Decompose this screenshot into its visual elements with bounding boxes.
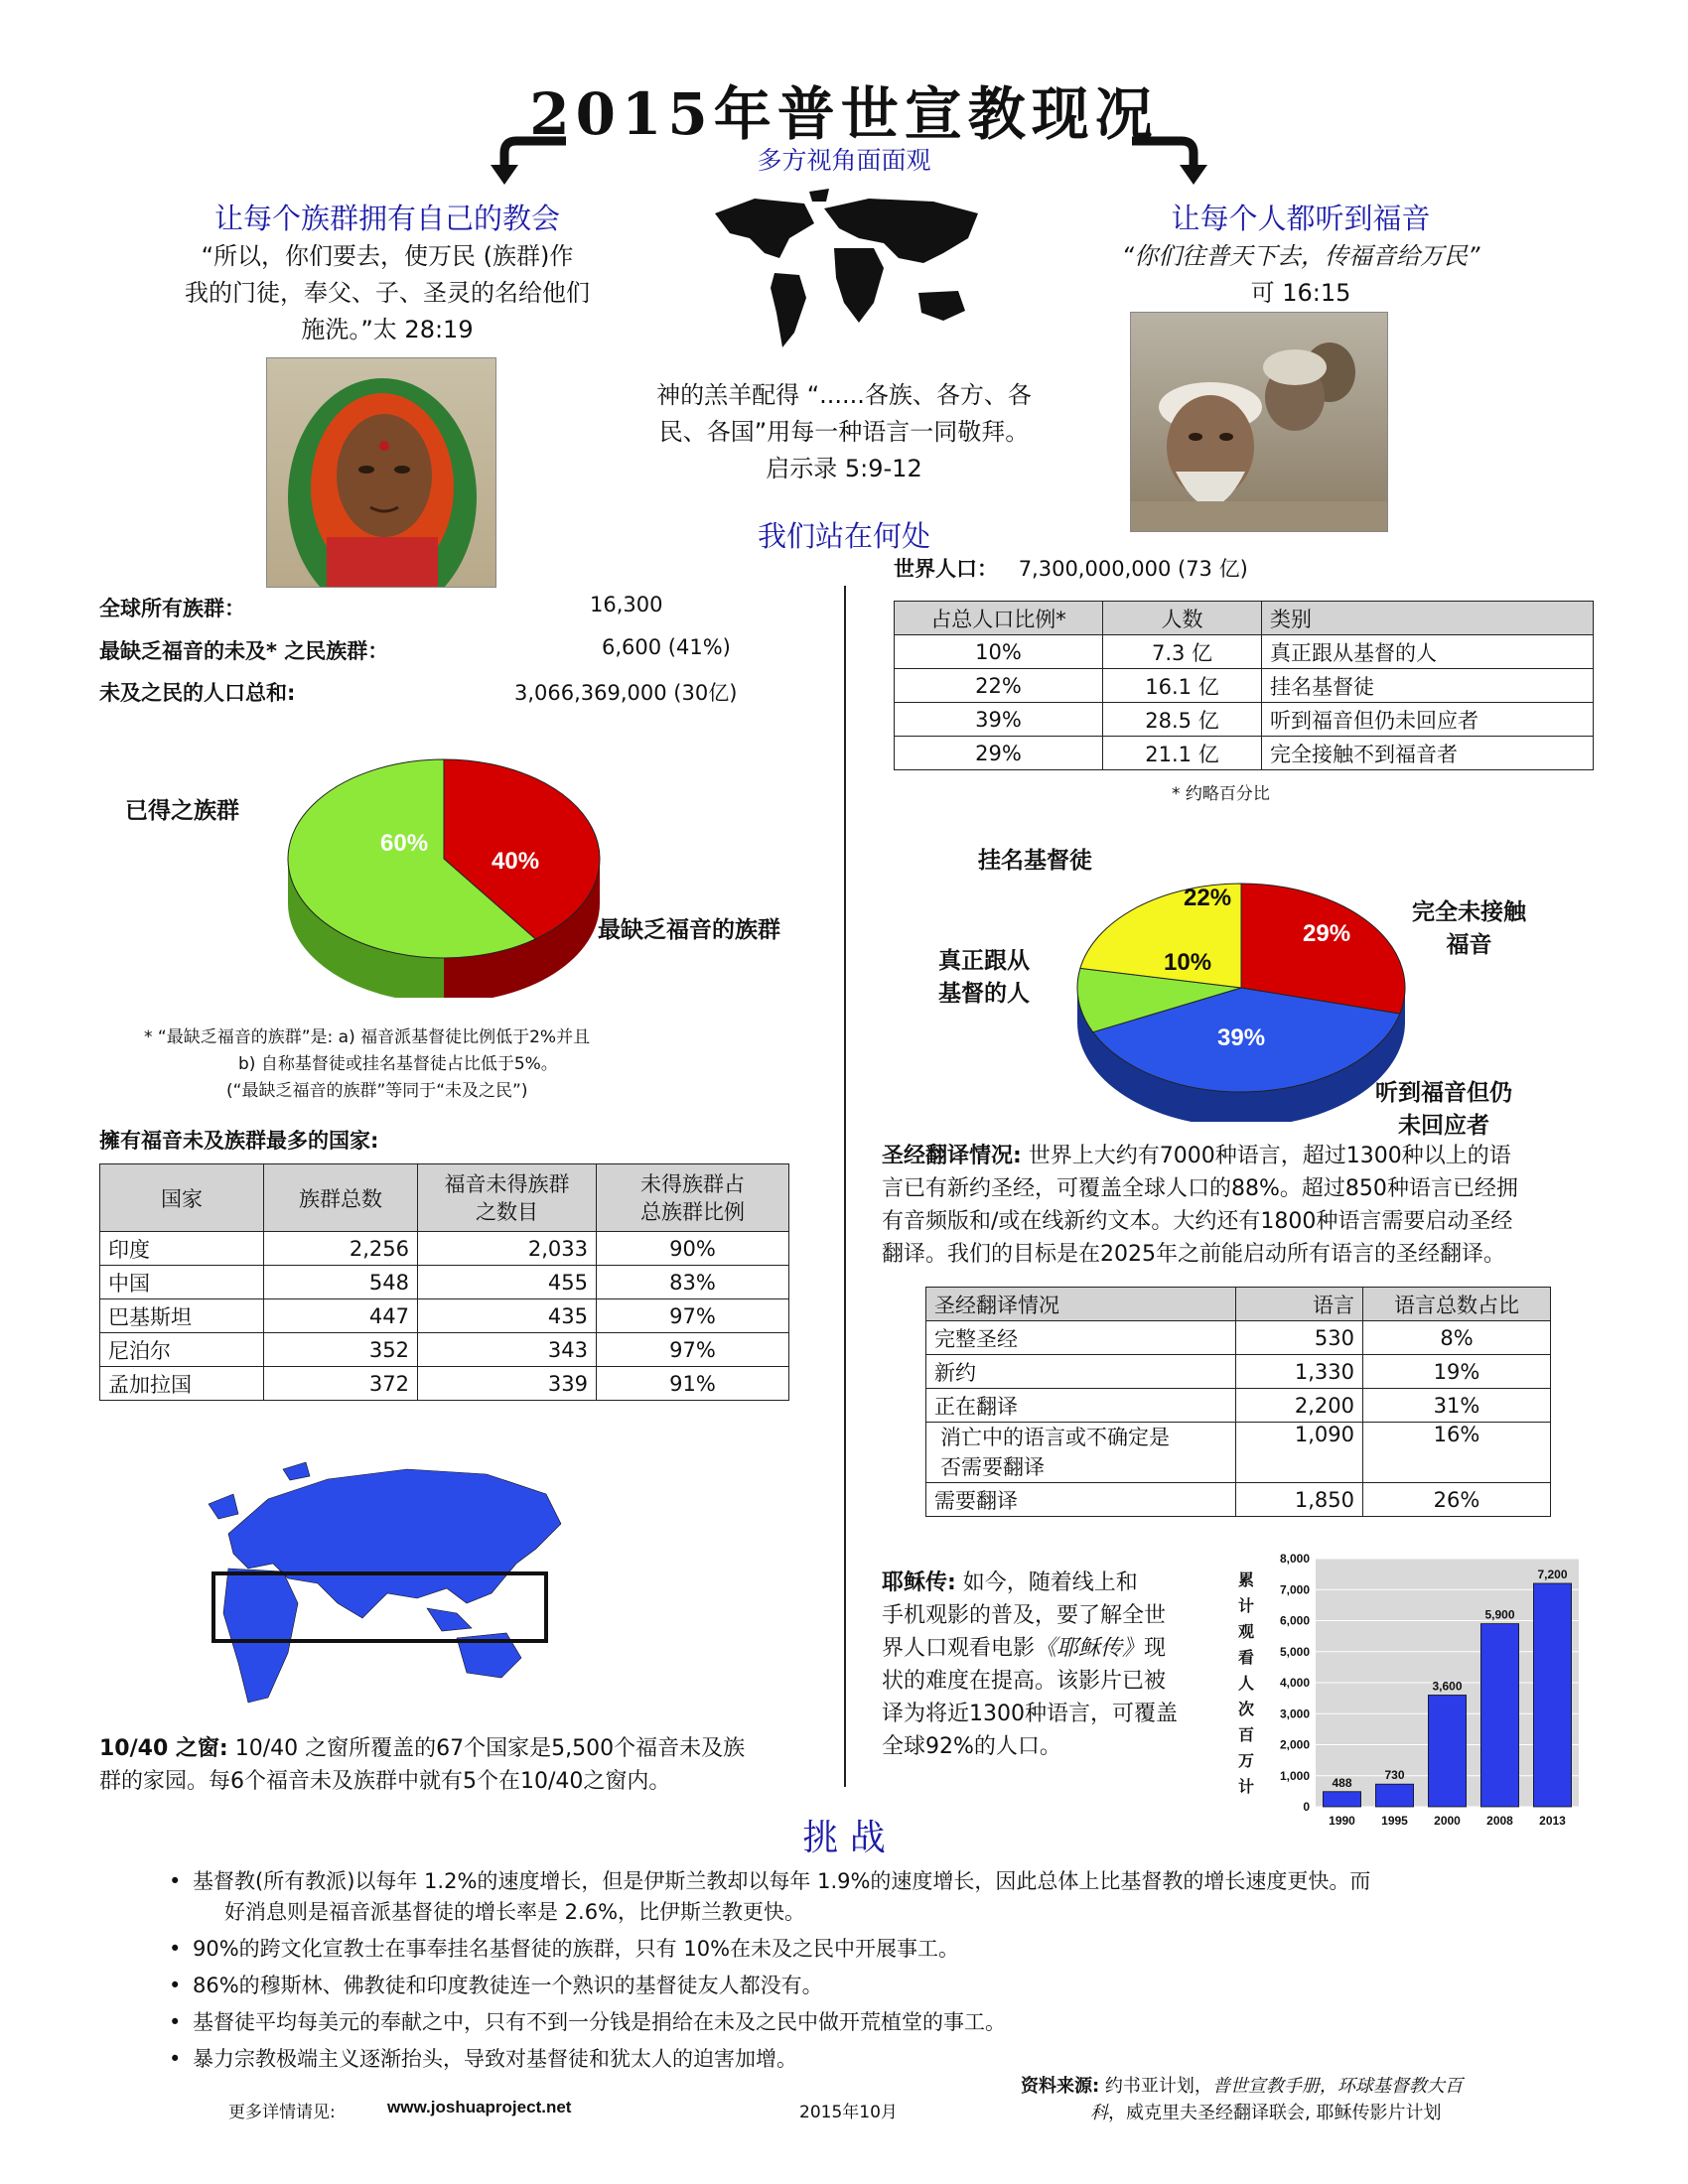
bar-chart-ylabel-char: 累 (1238, 1570, 1255, 1589)
country-row-cell: 2,033 (418, 1232, 597, 1266)
population-table (894, 601, 1594, 770)
population-row-cell: 7.3 亿 (1103, 635, 1262, 669)
right-verse: “你们往普天下去，传福音给万民” 可 16:15 (1121, 242, 1480, 307)
country-row-cell: 孟加拉国 (100, 1367, 264, 1401)
bar-chart-ylabel-char: 万 (1238, 1751, 1255, 1770)
bar-chart-x-tick: 2000 (1434, 1814, 1461, 1828)
bible-row-cell: 2,200 (1236, 1389, 1363, 1423)
bar-chart-x-tick: 1995 (1381, 1814, 1408, 1828)
stat-label-all-peoples: 全球所有族群： (99, 597, 245, 620)
bar-chart-bar (1375, 1784, 1413, 1807)
bar-chart-ylabel-char: 观 (1238, 1622, 1255, 1641)
bar-chart-value-label: 5,900 (1484, 1607, 1515, 1622)
pie-chart-peoples (283, 730, 606, 998)
pie1-label-unreached: 最缺乏福音的族群 (598, 917, 780, 943)
world-map-icon (695, 184, 993, 357)
footer-sources: 资料来源: 约书亚计划，普世宣教手册，环球基督教大百 科，威克里夫圣经翻译联会, 耶稣传影片计划 (1021, 2076, 1463, 2123)
bar-chart-y-tick: 2,000 (1279, 1737, 1310, 1752)
country-row (100, 1333, 789, 1367)
country-row-cell: 印度 (100, 1232, 264, 1266)
country-row (100, 1232, 789, 1266)
bible-row-cell: 8% (1363, 1321, 1551, 1355)
pie2-pct-nominal: 22% (1184, 885, 1232, 911)
country-row-cell: 巴基斯坦 (100, 1299, 264, 1333)
country-row-cell: 中国 (100, 1266, 264, 1299)
footnote-line1: * “最缺乏福音的族群”是: a) 福音派基督徒比例低于2%并且 (144, 1027, 591, 1047)
right-heading: 让每个人都听到福音 (1171, 202, 1431, 235)
pie1-pct-reached: 60% (380, 830, 429, 857)
population-row-cell: 16.1 亿 (1103, 669, 1262, 703)
bar-chart-x-tick: 1990 (1329, 1814, 1355, 1828)
woman-photo (266, 357, 496, 588)
bible-table (925, 1287, 1551, 1517)
population-row-cell: 听到福音但仍未回应者 (1262, 703, 1594, 737)
bar-chart-x-tick: 2008 (1486, 1814, 1513, 1828)
stat-label-population: 未及之民的人口总和: (99, 681, 296, 705)
curved-arrow-right-icon (1122, 129, 1211, 189)
crowd-photo (1130, 312, 1388, 532)
pop-th-category: 类别 (1262, 602, 1594, 635)
bar-chart-bar (1480, 1624, 1518, 1807)
footer-url-link[interactable]: www.joshuaproject.net (387, 2098, 572, 2116)
pie2-label-nominal: 挂名基督徒 (978, 848, 1092, 874)
stat-value-unreached: 6,600 (41%) (602, 635, 731, 659)
bar-chart-value-label: 3,600 (1432, 1679, 1463, 1694)
bible-th-status: 圣经翻译情况 (926, 1288, 1236, 1321)
population-row (895, 635, 1594, 669)
population-row-cell: 39% (895, 703, 1103, 737)
bar-chart-y-tick: 4,000 (1279, 1676, 1310, 1690)
country-row-cell: 97% (597, 1299, 789, 1333)
challenge-item: • 86%的穆斯林、佛教徒和印度教徒连一个熟识的基督徒友人都没有。 (169, 1971, 1579, 2001)
population-row-cell: 真正跟从基督的人 (1262, 635, 1594, 669)
population-row (895, 737, 1594, 770)
bar-chart-value-label: 730 (1384, 1768, 1405, 1783)
bible-row-cell: 需要翻译 (926, 1483, 1236, 1517)
country-row-cell: 97% (597, 1333, 789, 1367)
population-row-cell: 21.1 亿 (1103, 737, 1262, 770)
countries-th-unreached: 福音未得族群 之数目 (418, 1164, 597, 1232)
bible-row-cell: 530 (1236, 1321, 1363, 1355)
bible-row-cell: 19% (1363, 1355, 1551, 1389)
bible-row-cell: 消亡中的语言或不确定是 否需要翻译 (926, 1423, 1236, 1483)
countries-th-country: 国家 (100, 1164, 264, 1232)
country-row-cell: 455 (418, 1266, 597, 1299)
country-row-cell: 352 (264, 1333, 418, 1367)
countries-th-pct: 未得族群占 总族群比例 (597, 1164, 789, 1232)
footer-date: 2015年10月 (799, 2103, 898, 2122)
bar-chart-ylabel-char: 看 (1238, 1648, 1255, 1667)
countries-heading: 擁有福音未及族群最多的国家: (99, 1129, 379, 1153)
pie2-label-heard: 听到福音但仍 未回应者 (1375, 1080, 1512, 1139)
bible-row-cell: 1,090 (1236, 1423, 1363, 1483)
challenge-list (169, 1866, 1579, 2081)
bar-chart-ylabel-char: 计 (1238, 1777, 1255, 1796)
pie2-pct-true: 10% (1164, 949, 1212, 976)
bible-row-cell: 26% (1363, 1483, 1551, 1517)
bible-th-languages: 语言 (1236, 1288, 1363, 1321)
country-row-cell: 435 (418, 1299, 597, 1333)
bar-chart-bar (1323, 1792, 1360, 1807)
left-heading: 让每个族群拥有自己的教会 (213, 202, 560, 235)
curved-arrow-left-icon (487, 129, 576, 189)
country-row-cell: 2,256 (264, 1232, 418, 1266)
country-row (100, 1299, 789, 1333)
challenge-heading: 挑 战 (802, 1818, 886, 1858)
country-row-cell: 尼泊尔 (100, 1333, 264, 1367)
challenge-item: • 90%的跨文化宣教士在事奉挂名基督徒的族群，只有 10%在未及之民中开展事工。 (169, 1934, 1579, 1965)
bible-row (926, 1423, 1551, 1483)
challenge-item: • 暴力宗教极端主义逐渐抬头，导致对基督徒和犹太人的迫害加增。 (169, 2044, 1579, 2075)
center-heading: 我们站在何处 (757, 519, 930, 553)
center-verse: 神的羔羊配得 “......各族、各方、各 民、各国”用每一种语言一同敬拜。 启示录 5:9-12 (656, 381, 1032, 482)
population-row-cell: 10% (895, 635, 1103, 669)
bar-chart-y-tick: 7,000 (1279, 1582, 1310, 1597)
bible-row-cell: 31% (1363, 1389, 1551, 1423)
jesus-film-text: 耶稣传: 如今，随着线上和 手机观影的普及，要了解全世 界人口观看电影《耶稣传》现 状的难度在提高。该影片已被 译为将近1300种语言，可覆盖 全球92%的人口。 (882, 1570, 1178, 1759)
footnote-line2: b) 自称基督徒或挂名基督徒占比低于5%。 (238, 1054, 558, 1074)
challenge-item: 好消息则是福音派基督徒的增长率是 2.6%，比伊斯兰教更快。 (224, 1900, 806, 1924)
pie1-pct-unreached: 40% (492, 848, 540, 875)
population-row-cell: 28.5 亿 (1103, 703, 1262, 737)
stat-label-unreached: 最缺乏福音的未及* 之民族群： (99, 639, 389, 663)
page-subtitle: 多方视角面面观 (757, 146, 931, 175)
pie-chart-population (1072, 839, 1410, 1122)
bible-row-cell: 正在翻译 (926, 1389, 1236, 1423)
bible-row (926, 1355, 1551, 1389)
country-row-cell: 372 (264, 1367, 418, 1401)
pie2-pct-heard: 39% (1217, 1024, 1266, 1051)
bar-chart-ylabel-char: 次 (1238, 1700, 1255, 1718)
country-row-cell: 343 (418, 1333, 597, 1367)
bible-row-cell: 新约 (926, 1355, 1236, 1389)
country-row (100, 1367, 789, 1401)
bar-chart-y-tick: 5,000 (1279, 1644, 1310, 1659)
bar-chart-y-tick: 3,000 (1279, 1706, 1310, 1721)
bar-chart-x-tick: 2013 (1539, 1814, 1566, 1828)
country-row-cell: 91% (597, 1367, 789, 1401)
country-row (100, 1266, 789, 1299)
bible-row (926, 1389, 1551, 1423)
left-verse: “所以，你们要去，使万民 (族群)作 我的门徒，奉父、子、圣灵的名给他们 施洗。”太 28:19 (185, 242, 590, 343)
population-row-cell: 22% (895, 669, 1103, 703)
stat-value-all-peoples: 16,300 (590, 593, 663, 616)
bible-row (926, 1483, 1551, 1517)
footer-more-label: 更多详情请见: (228, 2103, 336, 2122)
bible-row-cell: 1,850 (1236, 1483, 1363, 1517)
bar-chart-value-label: 7,200 (1537, 1568, 1568, 1581)
bible-row-cell: 16% (1363, 1423, 1551, 1483)
countries-table (99, 1163, 789, 1401)
country-row-cell: 339 (418, 1367, 597, 1401)
footnote-line3: (“最缺乏福音的族群”等同于“未及之民”) (226, 1081, 528, 1101)
pie2-label-true: 真正跟从 基督的人 (938, 948, 1030, 1007)
population-row-cell: 29% (895, 737, 1103, 770)
bar-chart-y-tick: 0 (1303, 1800, 1310, 1814)
bible-translation-text: 圣经翻译情况: 世界上大约有7000种语言，超过1300种以上的语 言已有新约圣经，可覆盖全球人口的88%。超过850种语言已经拥 有音频版和/或在线新约文本。大约还有1800种语言需要启动圣经 翻译。我们的目标是在2025年之前能启动所有语言的圣经翻译。 (882, 1144, 1518, 1267)
population-row (895, 703, 1594, 737)
bar-chart-ylabel-char: 人 (1238, 1674, 1255, 1693)
country-row-cell: 83% (597, 1266, 789, 1299)
page-title: 2015年普世宣教现况 (529, 80, 1159, 148)
country-row-cell: 447 (264, 1299, 418, 1333)
challenge-item: • 基督徒平均每美元的奉献之中，只有不到一分钱是捐给在未及之民中做开荒植堂的事工。 (169, 2007, 1579, 2038)
population-row-cell: 挂名基督徒 (1262, 669, 1594, 703)
population-row-cell: 完全接触不到福音者 (1262, 737, 1594, 770)
challenge-item: • 基督教(所有教派)以每年 1.2%的速度增长，但是伊斯兰教却以每年 1.9%的速度增长，因此总体上比基督教的增长速度更快。而 (169, 1866, 1579, 1897)
country-row-cell: 90% (597, 1232, 789, 1266)
bar-chart-y-tick: 1,000 (1279, 1768, 1310, 1783)
pop-th-count: 人数 (1103, 602, 1262, 635)
population-row (895, 669, 1594, 703)
bar-chart-y-tick: 6,000 (1279, 1613, 1310, 1628)
10-40-window-map (189, 1454, 576, 1717)
countries-th-total: 族群总数 (264, 1164, 418, 1232)
bar-chart-ylabel-char: 计 (1238, 1596, 1255, 1615)
bar-chart-y-tick: 8,000 (1279, 1552, 1310, 1566)
pie2-pct-none: 29% (1303, 920, 1351, 947)
bible-row (926, 1321, 1551, 1355)
pie2-label-none: 完全未接触 福音 (1412, 899, 1526, 958)
window-1040-text: 10/40 之窗: 10/40 之窗所覆盖的67个国家是5,500个福音未及族 群的家园。每6个福音未及族群中就有5个在10/40之窗内。 (99, 1736, 746, 1794)
world-population: 世界人口： 7,300,000,000 (73 亿) (894, 557, 1248, 581)
bar-chart-bar (1428, 1696, 1466, 1808)
bible-row-cell: 完整圣经 (926, 1321, 1236, 1355)
bar-chart-value-label: 488 (1332, 1775, 1352, 1790)
country-row-cell: 548 (264, 1266, 418, 1299)
stat-value-population: 3,066,369,000 (30亿) (514, 681, 738, 705)
bible-row-cell: 1,330 (1236, 1355, 1363, 1389)
bible-th-pct: 语言总数占比 (1363, 1288, 1551, 1321)
pop-th-pct: 占总人口比例* (895, 602, 1103, 635)
jesus-film-bar-chart (1226, 1544, 1599, 1851)
pop-table-note: * 约略百分比 (1172, 784, 1270, 804)
column-divider (844, 586, 846, 1787)
pie1-label-reached: 已得之族群 (125, 798, 239, 824)
bar-chart-bar (1533, 1583, 1571, 1807)
bar-chart-ylabel-char: 百 (1238, 1725, 1255, 1744)
